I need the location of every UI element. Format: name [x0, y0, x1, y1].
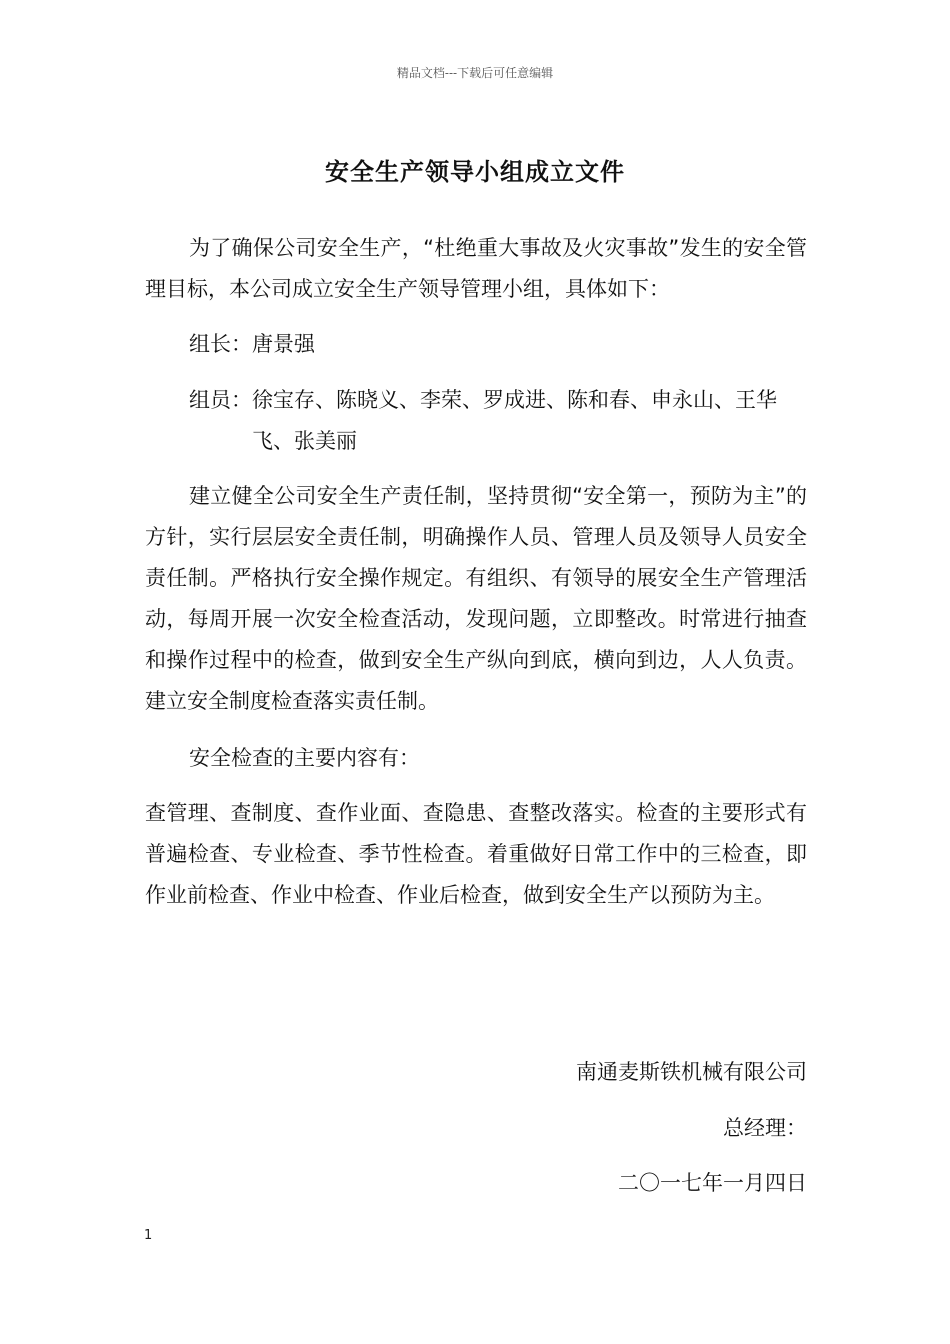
- leader-block: [145, 324, 807, 365]
- responsibility-block: [145, 476, 807, 722]
- responsibility-paragraph: 建立健全公司安全生产责任制，坚持贯彻“安全第一，预防为主”的方针，实行层层安全责任制，明确操作人员、管理人员及领导人员安全责任制。严格执行安全操作规定。有组织、有领导的展安全生产管理活动，每周开展一次安全检查活动，发现问题，立即整改。时常进行抽查和操作过程中的检查，做到安全生产纵向到底，横向到边，人人负责。建立安全制度检查落实责任制。: [145, 484, 807, 713]
- leader-row: [145, 324, 807, 365]
- inspection-content: 查管理、查制度、查作业面、查隐患、查整改落实。检查的主要形式有普遍检查、专业检查、季节性检查。着重做好日常工作中的三检查，即作业前检查、作业中检查、作业后检查，做到安全生产以预防为主。: [145, 801, 807, 907]
- signature-manager: 总经理：: [723, 1116, 807, 1140]
- members-row: [145, 380, 807, 462]
- members-names: 徐宝存、陈晓义、李荣、罗成进、陈和春、申永山、王华飞、张美丽: [252, 388, 777, 453]
- members-block: [145, 380, 807, 462]
- header-note: 精品文档---下载后可任意编辑: [396, 66, 554, 80]
- inspection-heading-block: [145, 738, 807, 779]
- leader-name: 唐景强: [252, 332, 315, 356]
- members-label: 组员：: [189, 388, 252, 412]
- signature-date: 二〇一七年一月四日: [618, 1171, 807, 1195]
- inspection-content-block: [145, 793, 807, 916]
- intro-block: [145, 228, 807, 310]
- page-number: 1: [144, 1228, 153, 1243]
- document-title: 安全生产领导小组成立文件: [325, 158, 625, 186]
- leader-label: 组长：: [189, 332, 252, 356]
- signature-company: 南通麦斯铁机械有限公司: [576, 1060, 807, 1084]
- inspection-heading: 安全检查的主要内容有：: [189, 746, 420, 770]
- intro-paragraph: 为了确保公司安全生产，“杜绝重大事故及火灾事故”发生的安全管理目标，本公司成立安全生产领导管理小组，具体如下：: [145, 236, 807, 301]
